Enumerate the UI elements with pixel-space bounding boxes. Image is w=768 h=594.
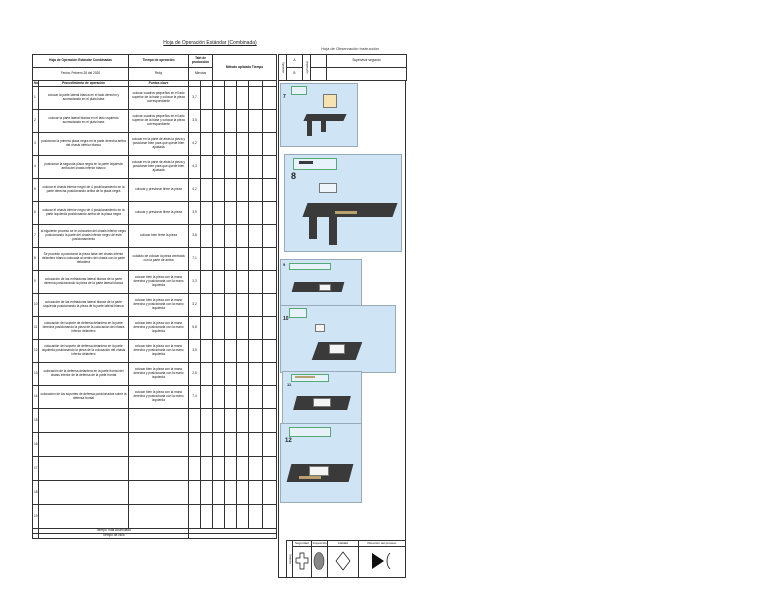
timeline-cell [225,363,237,386]
step-7-panel [280,83,358,147]
timeline-cell [213,271,225,294]
row-description: posicionar la segunda placa negra en la parte izquierda arriba del chasis inferior blanco [39,156,129,179]
timeline-cell [237,225,249,248]
step-12-white-block [309,466,329,476]
row-time: 3,7 [189,87,201,110]
row-time: 3,8 [189,225,201,248]
timeline-cell [201,481,213,505]
row-description: colocación de los soportes de defensa posicionados sobre la defensa frontal [39,386,129,409]
row-detail: colocar y presionar firme la pieza [129,179,189,202]
timeline-cell [249,133,263,156]
row-time: 3,2 [189,294,201,317]
timeline-cell [237,294,249,317]
row-detail [129,457,189,481]
timeline-cell [237,457,249,481]
symbols-legend [286,540,406,578]
row-description: posicionar la primera placa negra en la parte derecha arriba del chasis inferior blanco [39,133,129,156]
timeline-cell [225,481,237,505]
timeline-cell [201,156,213,179]
row-detail [129,481,189,505]
timeline-cell [225,156,237,179]
step-9-number: 9 [283,262,286,267]
table-row [33,363,277,386]
timeline-cell [237,481,249,505]
row-time: 4,2 [189,133,201,156]
step-8-panel [284,154,402,252]
row-description: colocación del soporte de defensa delantera en la parte izquierda posicionando la pieza de la colocación del chasis inferior delantero [39,340,129,363]
row-time: 4,2 [189,179,201,202]
row-time: 7,1 [189,248,201,271]
step-8-leg [309,215,317,239]
table-row [33,248,277,271]
row-time [189,409,201,433]
timeline-cell [263,133,277,156]
step-8-number: 8 [291,171,297,181]
row-detail [129,409,189,433]
row-description [39,505,129,529]
row-detail: colocar bien la pieza con la mano derecha y posicionarla con la mano izquierda [129,271,189,294]
step-12-panel [280,423,362,503]
row-description: colocación del soporte de defensa delantera en la parte derecha posicionando la pieza de la colocación del chasis inferior delantero [39,317,129,340]
row-description: colocar la parte lateral blanca en el lado derecho y acomodando en el plato base [39,87,129,110]
timeline-cell [249,481,263,505]
table-row [33,340,277,363]
timeline-cell [237,409,249,433]
row-time: 7,4 [189,386,201,409]
row-detail [129,433,189,457]
timeline-cell [237,202,249,225]
timeline-cell [263,179,277,202]
timeline-cell [225,271,237,294]
row-detail: colocar bien la pieza con la mano derecha y posicionarla con la mano izquierda [129,340,189,363]
step-9-white-part [319,284,331,291]
timeline-cell [237,340,249,363]
timeline-cell [249,156,263,179]
col-description: Procedimiento de operación [39,81,129,87]
timeline-cell [263,433,277,457]
timeline-cell [249,248,263,271]
timeline-cell [237,317,249,340]
step-8-plate [299,161,313,164]
timeline-cell [201,294,213,317]
row-number: 10 [33,294,39,317]
timeline-cell [225,248,237,271]
row-number: 18 [33,481,39,505]
operator-label: Operador [279,55,287,81]
prepared-label: Tiempo de operación [129,55,189,68]
step-8-detail [319,183,337,193]
timeline-cell [213,505,225,529]
row-time [189,505,201,529]
row-description [39,433,129,457]
timeline-cell [201,248,213,271]
step-7-piece [323,94,337,108]
timeline-cell [225,433,237,457]
row-number: 14 [33,386,39,409]
row-description: Se procede a posicionar la pieza base del chasis inferior delantero blanco colocada al centro del chasis con la parte delantera [39,248,129,271]
timeline-cell [213,110,225,133]
row-number: 3 [33,133,39,156]
timeline-cell [201,271,213,294]
row-time: 4,3 [189,156,201,179]
row-detail: colocar bien la pieza con la mano derecha y posicionarla con la mano izquierda [129,363,189,386]
minutes-label: Minutos [189,68,213,81]
row-number: 4 [33,156,39,179]
table-row [33,294,277,317]
timeline-cell [249,409,263,433]
op-a: A [287,55,303,68]
row-time: 3,5 [189,340,201,363]
timeline-cell [237,179,249,202]
step-8-callout [293,158,337,170]
timeline-cell [225,457,237,481]
timeline-cell [213,363,225,386]
timeline-cell [225,409,237,433]
timeline-cell [249,110,263,133]
total-label: Tiempo Total Acumulado [39,529,189,534]
row-detail: colocar bien la pieza con la mano derecha y posicionarla con la mano izquierda [129,317,189,340]
timeline-cell [225,202,237,225]
timeline-cell [249,457,263,481]
step-10-callout [289,308,307,318]
timeline-cell [237,505,249,529]
timeline-cell [249,363,263,386]
row-description: colocación de las enfriadoras lateral blanca de la parte derecha posicionando la pieza de la parte lateral blanca [39,271,129,294]
col-detail: Puntos clave [129,81,189,87]
table-row [33,179,277,202]
step-11-number: 11 [287,382,292,387]
symbol-label-direction: Dirección del proceso [358,541,405,547]
step-7-leg [307,120,312,136]
step-8-tan-bar [335,211,357,214]
timeline-cell [201,225,213,248]
timeline-cell [201,433,213,457]
timeline-cell [225,179,237,202]
timeline-cell [249,271,263,294]
timeline-cell [225,294,237,317]
row-description: colocar el chasis inferior negro de 4 posicionamiento en la parte izquierda posicionando arriba de la placa negra [39,202,129,225]
timeline-cell [213,317,225,340]
table-row [33,271,277,294]
timeline-cell [213,433,225,457]
timeline-cell [237,271,249,294]
row-detail [129,505,189,529]
supervisor-label: Supervisor segundo [327,55,407,68]
clock-label: Reloj [129,68,189,81]
quality-diamond-icon [328,547,359,578]
step-11-tan-bar [295,376,315,378]
table-row [33,317,277,340]
timeline-cell [249,505,263,529]
timeline-cell [263,457,277,481]
table-row [33,156,277,179]
timeline-cell [249,294,263,317]
date-label: Fecha: Febrero 26 del 2020 [33,68,129,81]
timeline-cell [263,386,277,409]
step-9-panel [280,259,362,307]
timeline-cell [237,110,249,133]
row-detail: colocar cuadros pequeños en el lado superior de la base y colocar la pieza correspondiente [129,87,189,110]
timeline-cell [249,386,263,409]
timeline-cell [263,481,277,505]
timeline-cell [225,340,237,363]
step-10-panel [280,305,396,373]
row-detail: colocar en la parte de atrás la pieza y posicionar bien para que quede bien ajustada [129,133,189,156]
row-detail: colocar bien firme la pieza [129,225,189,248]
timeline-cell [249,340,263,363]
timeline-cell [249,179,263,202]
inspector-label: Inspección [303,55,311,81]
timeline-cell [263,363,277,386]
row-number: 2 [33,110,39,133]
timeline-cell [201,363,213,386]
row-description [39,409,129,433]
timeline-cell [225,133,237,156]
col-no: No. [34,80,40,85]
row-time: 3,9 [189,202,201,225]
row-detail: colocar bien la pieza con la mano derecha y posicionarla con la mano izquierda [129,294,189,317]
table-row [33,225,277,248]
row-detail: colocar bien la pieza con la mano derecha y posicionarla con la mano izquierda [129,386,189,409]
row-detail: colocar cuadros pequeños en el lado superior de la base y colocar la pieza correspondiente [129,110,189,133]
analysis-label: Método aplicado Tiempo [213,55,277,81]
timeline-cell [225,505,237,529]
row-detail: colocar en la parte de atrás la pieza y posicionar bien para que quede bien ajustada [129,156,189,179]
table-row [33,133,277,156]
sheet-label: Hoja de Operación Estándar Combinadas [33,55,129,68]
timeline-cell [201,409,213,433]
row-description: colocación de las enfriadoras lateral blanca de la parte izquierda posicionando la pieza de la parte lateral blanca [39,294,129,317]
row-number: 13 [33,363,39,386]
step-12-tan-bar [299,476,321,479]
safety-cross-icon [293,547,311,578]
step-10-detail [315,324,325,332]
operations-table [32,54,277,539]
timeline-cell [237,87,249,110]
timeline-cell [201,340,213,363]
timeline-cell [225,317,237,340]
row-detail: colocar y presionar firme la pieza [129,202,189,225]
timeline-cell [249,317,263,340]
row-detail: cuidado de colocar la pieza centrada con la parte de arriba [129,248,189,271]
step-7-number: 7 [283,94,286,100]
step-11-white-block [313,398,331,407]
timeline-cell [263,505,277,529]
row-description: colocación de la defensa delantera en la parte frontal del chasis inferior de la defensa de la parte frontal [39,363,129,386]
timeline-cell [263,340,277,363]
timeline-cell [237,386,249,409]
timeline-cell [213,481,225,505]
timeline-cell [249,225,263,248]
row-time [189,433,201,457]
step-10-white-block [329,344,345,354]
row-description [39,481,129,505]
timeline-cell [201,179,213,202]
row-number: 6 [33,202,39,225]
row-time: 5,8 [189,317,201,340]
row-time: 3,3 [189,271,201,294]
timeline-cell [237,363,249,386]
timeline-cell [213,457,225,481]
row-number: 16 [33,433,39,457]
timeline-cell [213,87,225,110]
direction-arrow-icon [358,547,405,578]
timeline-cell [263,271,277,294]
row-number: 9 [33,271,39,294]
row-number: 11 [33,317,39,340]
table-row [33,87,277,110]
step-8-leg [329,215,337,245]
timeline-cell [201,133,213,156]
takt-label: Takt de producción [189,55,213,68]
row-number: 17 [33,457,39,481]
table-row [33,409,277,433]
row-number: 15 [33,409,39,433]
row-time: 3,5 [189,110,201,133]
row-number: 1 [33,87,39,110]
row-description [39,457,129,481]
timeline-cell [225,87,237,110]
row-description: colocar la parte lateral blanca en el lado izquierdo acomodando en el plato base [39,110,129,133]
step-11-panel [282,371,362,425]
step-9-chassis [292,282,345,292]
timeline-cell [263,202,277,225]
symbol-label-quality: Calidad [328,541,359,547]
table-row [33,202,277,225]
timeline-cell [213,202,225,225]
timeline-cell [237,248,249,271]
timeline-cell [213,409,225,433]
timeline-cell [213,340,225,363]
table-row [33,481,277,505]
row-number: 12 [33,340,39,363]
page-title: Hoja de Operación Estándar (Combinada) [163,40,257,46]
step-12-number: 12 [285,438,292,444]
table-row [33,110,277,133]
row-number: 8 [33,248,39,271]
timeline-cell [201,386,213,409]
timeline-cell [213,225,225,248]
timeline-cell [263,156,277,179]
timeline-cell [201,317,213,340]
timeline-cell [201,110,213,133]
right-header: Hoja de Observación Instrucción [321,46,379,51]
timeline-cell [263,110,277,133]
timeline-cell [225,225,237,248]
timeline-cell [201,87,213,110]
table-row [33,457,277,481]
operator-table [278,54,407,81]
timeline-cell [213,386,225,409]
timeline-cell [225,386,237,409]
timeline-cell [213,248,225,271]
step-10-number: 10 [283,316,289,322]
symbol-label-safety: Seguridad [293,541,311,547]
timeline-cell [237,433,249,457]
step-7-leg [321,118,326,132]
step-7-callout [291,86,307,95]
row-description: al siguiente proceso se le colocarán del chasis inferior negro posicionando la parte del chasis inferior negro de este posicionamiento [39,225,129,248]
row-description: colocar el chasis inferior negro de 4 posicionamiento en la parte derecha posicionando arriba de la placa negra [39,179,129,202]
timeline-cell [263,409,277,433]
row-number: 19 [33,505,39,529]
operations-body [33,87,277,529]
timeline-cell [249,433,263,457]
inspection-oval-icon [311,547,327,578]
timeline-cell [249,202,263,225]
op-b: B [287,68,303,81]
timeline-cell [237,133,249,156]
timeline-cell [249,87,263,110]
timeline-cell [213,294,225,317]
symbol-label-inspection: Inspección [312,540,327,545]
timeline-cell [213,179,225,202]
timeline-cell [237,156,249,179]
cycle-label: Tiempo de ciclo [39,534,189,539]
timeline-cell [201,202,213,225]
timeline-cell [213,133,225,156]
row-number: 5 [33,179,39,202]
row-time: 2,5 [189,363,201,386]
timeline-cell [225,110,237,133]
timeline-cell [213,156,225,179]
step-12-callout [289,427,331,437]
step-9-callout [289,263,331,270]
symbols-side-label: Símbolos [287,541,293,578]
timeline-cell [263,225,277,248]
table-row [33,386,277,409]
timeline-cell [201,505,213,529]
table-row [33,505,277,529]
timeline-cell [263,87,277,110]
timeline-cell [263,248,277,271]
timeline-cell [263,317,277,340]
row-time [189,481,201,505]
row-time [189,457,201,481]
timeline-cell [201,457,213,481]
timeline-cell [263,294,277,317]
row-number: 7 [33,225,39,248]
table-row [33,433,277,457]
